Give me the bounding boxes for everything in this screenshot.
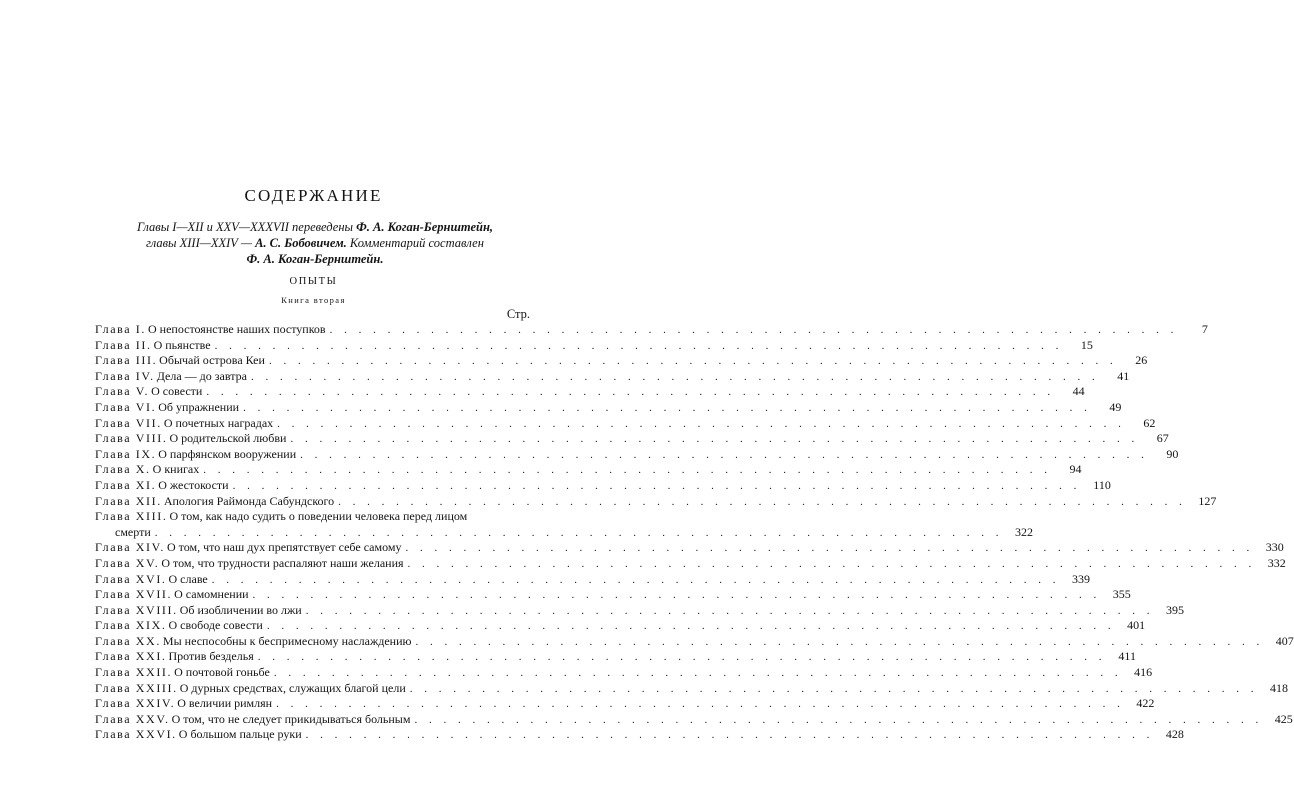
toc-chapter-title: О том, что трудности распаляют наши желания (161, 555, 404, 570)
toc-leader-dots: . . . . . . . . . . . . . . . . . . . . . . . . . . . . . . . . . . . . . . . . . . . . . . . . . . . . . . . . . . . (338, 495, 1187, 508)
toc-chapter-title: Об упражнении (158, 399, 240, 414)
toc-chapter-title: О большом пальце руки (178, 727, 302, 742)
credits-line-2-text: главы XIII—XXIV — (146, 236, 252, 250)
toc-chapter-number: Глава XVII. (95, 587, 173, 602)
toc-leader-dots: . . . . . . . . . . . . . . . . . . . . . . . . . . . . . . . . . . . . . . . . . . . . . . . . . . . . . . . . . . . (266, 620, 1116, 633)
toc-page-number: 422 (1136, 696, 1155, 711)
toc-page-number: 355 (1112, 587, 1131, 602)
toc-page-number: 26 (1135, 353, 1148, 368)
toc-page-number: 67 (1156, 431, 1169, 446)
toc-entry-wrap (95, 509, 1033, 541)
toc-leader-dots: . . . . . . . . . . . . . . . . . . . . . . . . . . . . . . . . . . . . . . . . . . . . . . . . . . . . . . . . . . . (250, 370, 1100, 383)
toc-chapter-title: О совести (151, 384, 203, 399)
toc-chapter-number: Глава X. (95, 462, 151, 477)
toc-entry (95, 649, 1136, 665)
toc-chapter-number: Глава XXIII. (95, 680, 178, 695)
toc-chapter-title: О том, как надо судить о поведении человека перед лицом (169, 509, 468, 524)
toc-entry (95, 477, 1111, 494)
toc-leader-dots: . . . . . . . . . . . . . . . . . . . . . . . . . . . . . . . . . . . . . . . . . . . . . . . . . . . . . . . . . . . (276, 698, 1125, 711)
toc-entry (95, 353, 1148, 369)
toc-leader-dots: . . . . . . . . . . . . . . . . . . . . . . . . . . . . . . . . . . . . . . . . . . . . . . . . . . . . . . . . . . . (206, 386, 1055, 399)
toc-chapter-title: О почтовой гоньбе (174, 665, 270, 680)
toc-chapter-number: Глава XII. (95, 493, 162, 508)
toc-page-number: 332 (1267, 555, 1286, 570)
toc-page-number: 401 (1127, 618, 1146, 633)
toc-page-number: 94 (1069, 462, 1082, 477)
toc-page-number: 395 (1165, 602, 1184, 617)
toc-page-number: 127 (1198, 493, 1217, 508)
toc-page-number: 49 (1109, 399, 1122, 414)
toc-leader-dots: . . . . . . . . . . . . . . . . . . . . . . . . . . . . . . . . . . . . . . . . . . . . . . . . . . . . . . . . . . . (214, 339, 1063, 352)
toc-chapter-number: Глава IV. (95, 368, 155, 383)
toc-page-number: 44 (1072, 384, 1085, 399)
toc-chapter-number: Глава VI. (95, 399, 157, 414)
toc-entry (95, 587, 1131, 603)
toc-page-number: 407 (1275, 633, 1294, 648)
toc-chapter-title: О жестокости (158, 477, 229, 492)
translation-credits (100, 219, 530, 267)
toc-entry (95, 555, 1286, 572)
book-title: Книга вторая (281, 295, 346, 305)
toc-chapter-number: Глава VIII. (95, 431, 168, 446)
toc-entry (95, 602, 1184, 619)
toc-entry (95, 322, 1208, 338)
toc-chapter-title: О величии римлян (177, 696, 273, 711)
toc-leader-dots: . . . . . . . . . . . . . . . . . . . . . . . . . . . . . . . . . . . . . . . . . . . . . . . . . . . . . . . . . . . (407, 557, 1256, 570)
toc-chapter-title-continued: смерти (115, 524, 151, 539)
toc-leader-dots: . . . . . . . . . . . . . . . . . . . . . . . . . . . . . . . . . . . . . . . . . . . . . . . . . . . . . . . . . . . (414, 713, 1263, 726)
toc-chapter-number: Глава XVI. (95, 571, 167, 586)
toc-entry (95, 696, 1155, 712)
toc-chapter-number: Глава II. (95, 337, 152, 352)
toc-chapter-number: Глава XIV. (95, 540, 165, 555)
toc-leader-dots: . . . . . . . . . . . . . . . . . . . . . . . . . . . . . . . . . . . . . . . . . . . . . . . . . . . . . . . . . . . (273, 667, 1123, 680)
toc-page-number: 110 (1093, 477, 1111, 492)
toc-entry-continuation (95, 525, 1033, 542)
toc-chapter-number: Глава XVIII. (95, 602, 178, 617)
page-heading: СОДЕРЖАНИЕ (244, 186, 383, 205)
toc-chapter-number: Глава IX. (95, 446, 157, 461)
toc-chapter-number: Глава XXV. (95, 711, 170, 726)
toc-leader-dots: . . . . . . . . . . . . . . . . . . . . . . . . . . . . . . . . . . . . . . . . . . . . . . . . . . . . . . . . . . . (290, 433, 1139, 446)
toc-leader-dots: . . . . . . . . . . . . . . . . . . . . . . . . . . . . . . . . . . . . . . . . . . . . . . . . . . . . . . . . . . . (243, 401, 1092, 414)
toc-leader-dots: . . . . . . . . . . . . . . . . . . . . . . . . . . . . . . . . . . . . . . . . . . . . . . . . . . . . . . . . . . . (329, 324, 1178, 336)
toc-chapter-number: Глава XIII. (95, 509, 168, 524)
toc-leader-dots: . . . . . . . . . . . . . . . . . . . . . . . . . . . . . . . . . . . . . . . . . . . . . . . . . . . . . . . . . . . (409, 682, 1258, 695)
toc-leader-dots: . . . . . . . . . . . . . . . . . . . . . . . . . . . . . . . . . . . . . . . . . . . . . . . . . . . . . . . . . . . (415, 635, 1264, 648)
credits-commentary-text: Комментарий составлен (349, 236, 484, 250)
toc-entry (95, 384, 1085, 400)
toc-leader-dots: . . . . . . . . . . . . . . . . . . . . . . . . . . . . . . . . . . . . . . . . . . . . . . . . . . . . . . . . . . . (268, 355, 1118, 368)
toc-chapter-title: О родительской любви (169, 431, 287, 446)
credits-line-1-text: Главы I—XII и XXV—XXXVII переведены (136, 220, 353, 234)
toc-chapter-title: О свободе совести (168, 618, 263, 633)
toc-page-number: 90 (1166, 446, 1179, 461)
toc-page-number: 418 (1270, 680, 1288, 695)
toc-page-number: 416 (1134, 665, 1153, 680)
toc-leader-dots: . . . . . . . . . . . . . . . . . . . . . . . . . . . . . . . . . . . . . . . . . . . . . . . . . . . . . . . . . . . (232, 479, 1081, 492)
toc-leader-dots: . . . . . . . . . . . . . . . . . . . . . . . . . . . . . . . . . . . . . . . . . . . . . . . . . . . . . . . . . . . (257, 651, 1106, 664)
credits-translator-1: Ф. А. Коган-Бернштейн, (356, 220, 494, 234)
toc-page-number: 339 (1072, 571, 1090, 586)
toc-entry (95, 571, 1090, 588)
toc-page-number: 411 (1118, 649, 1136, 664)
toc-entry-line (95, 509, 1033, 525)
toc-chapter-title: Об изобличении во лжи (179, 602, 302, 617)
toc-entry (95, 399, 1122, 416)
toc-chapter-title: О пьянстве (153, 337, 211, 352)
toc-chapter-title: О почетных наградах (163, 415, 274, 430)
credits-commentator: Ф. А. Коган-Бернштейн. (246, 252, 384, 266)
toc-chapter-title: Обычай острова Кеи (159, 353, 265, 368)
credits-line-2 (100, 235, 530, 251)
toc-entry (95, 540, 1284, 556)
toc-entry (95, 462, 1082, 478)
toc-chapter-number: Глава XXIV. (95, 696, 176, 711)
toc-chapter-number: Глава XX. (95, 633, 161, 648)
toc-leader-dots: . . . . . . . . . . . . . . . . . . . . . . . . . . . . . . . . . . . . . . . . . . . . . . . . . . . . . . . . . . . (300, 448, 1149, 461)
toc-chapter-title: О парфянском вооружении (158, 446, 297, 461)
section-title: ОПЫТЫ (289, 276, 338, 287)
toc-chapter-number: Глава VII. (95, 415, 162, 430)
toc-entry (95, 665, 1153, 681)
toc-chapter-title: О книгах (152, 462, 200, 477)
toc-page-number: 15 (1080, 337, 1093, 352)
toc-entry (95, 493, 1217, 510)
toc-leader-dots: . . . . . . . . . . . . . . . . . . . . . . . . . . . . . . . . . . . . . . . . . . . . . . . . . . . . . . . . . . . (154, 526, 1004, 539)
toc-entry (95, 337, 1093, 354)
credits-line-1 (100, 219, 530, 235)
toc-entry (95, 368, 1130, 385)
toc-chapter-number: Глава XXI. (95, 649, 167, 664)
toc-page-number: 62 (1143, 415, 1156, 430)
toc-page-number: 7 (1201, 322, 1208, 336)
toc-page-number: 322 (1015, 524, 1034, 539)
toc-chapter-number: Глава V. (95, 384, 150, 399)
page-column-label: Стр. (506, 307, 530, 321)
toc-chapter-title: О том, что наш дух препятствует себе самому (166, 540, 402, 555)
toc-entry (95, 415, 1156, 432)
toc-leader-dots: . . . . . . . . . . . . . . . . . . . . . . . . . . . . . . . . . . . . . . . . . . . . . . . . . . . . . . . . . . . (252, 589, 1101, 602)
toc-entry (95, 711, 1293, 728)
toc-chapter-number: Глава III. (95, 353, 158, 368)
toc-page-number: 330 (1265, 540, 1284, 555)
toc-leader-dots: . . . . . . . . . . . . . . . . . . . . . . . . . . . . . . . . . . . . . . . . . . . . . . . . . . . . . . . . . . . (277, 417, 1126, 430)
toc-leader-dots: . . . . . . . . . . . . . . . . . . . . . . . . . . . . . . . . . . . . . . . . . . . . . . . . . . . . . . . . . . . (211, 573, 1060, 586)
toc-entry (95, 446, 1179, 463)
toc-leader-dots: . . . . . . . . . . . . . . . . . . . . . . . . . . . . . . . . . . . . . . . . . . . . . . . . . . . . . . . . . . . (305, 729, 1154, 742)
toc-page-number: 425 (1274, 711, 1293, 726)
toc-leader-dots: . . . . . . . . . . . . . . . . . . . . . . . . . . . . . . . . . . . . . . . . . . . . . . . . . . . . . . . . . . . (405, 542, 1254, 555)
toc-entry (95, 509, 1034, 540)
toc-page-number: 428 (1165, 727, 1184, 742)
toc-chapter-title: Апология Раймонда Сабундского (163, 493, 335, 508)
toc-chapter-title: О славе (168, 571, 208, 586)
toc-chapter-title: О том, что не следует прикидываться больным (171, 711, 411, 726)
toc-entry (95, 727, 1184, 743)
toc-chapter-number: Глава I. (95, 322, 146, 336)
toc-chapter-title: Дела — до завтра (156, 368, 247, 383)
toc-chapter-title: О самомнении (174, 587, 249, 602)
toc-chapter-title: Мы неспособны к беспримесному наслаждению (162, 633, 412, 648)
credits-translator-2: А. С. Бобовичем. (255, 236, 347, 250)
toc-chapter-title: О дурных средствах, служащих благой цели (179, 680, 406, 695)
toc-page-number: 41 (1117, 368, 1130, 383)
toc-chapter-title: Против безделья (168, 649, 254, 664)
toc-chapter-number: Глава XI. (95, 477, 157, 492)
toc-chapter-number: Глава XXVI. (95, 727, 177, 742)
toc-chapter-number: Глава XIX. (95, 618, 167, 633)
toc-entry (95, 680, 1288, 697)
toc-entry (95, 431, 1169, 447)
table-of-contents (95, 322, 1294, 743)
credits-line-3 (100, 251, 530, 267)
toc-chapter-title: О непостоянстве наших поступков (147, 322, 326, 336)
toc-chapter-number: Глава XV. (95, 555, 160, 570)
toc-entry (95, 618, 1146, 634)
toc-leader-dots: . . . . . . . . . . . . . . . . . . . . . . . . . . . . . . . . . . . . . . . . . . . . . . . . . . . . . . . . . . . (305, 604, 1154, 617)
toc-entry (95, 633, 1294, 650)
toc-chapter-number: Глава XXII. (95, 665, 173, 680)
toc-leader-dots: . . . . . . . . . . . . . . . . . . . . . . . . . . . . . . . . . . . . . . . . . . . . . . . . . . . . . . . . . . . (203, 464, 1052, 477)
